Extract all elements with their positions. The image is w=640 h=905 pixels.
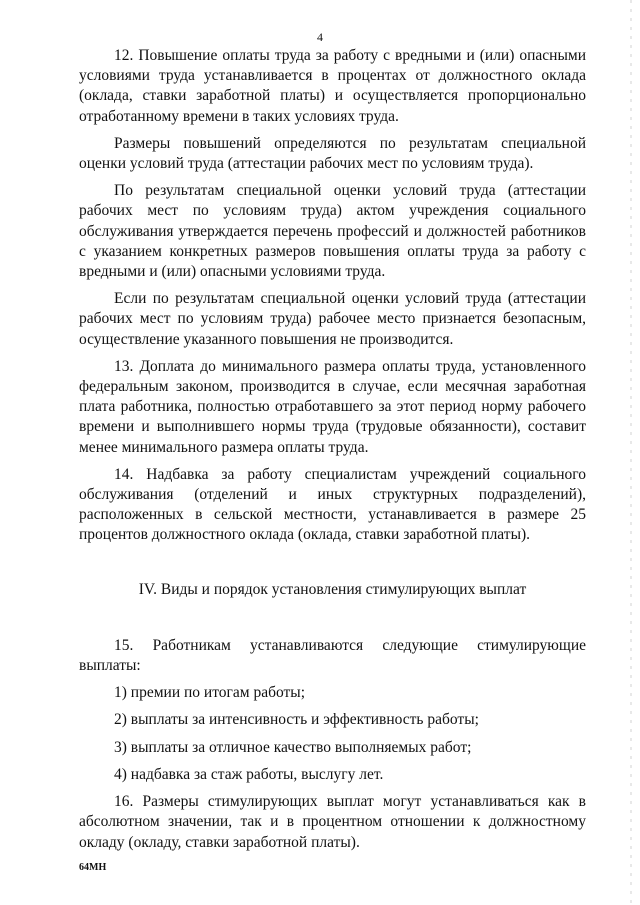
paragraph-12-sizes: Размеры повышений определяются по результатам специальной оценки условий труда (аттестации рабочих мест по условиям труда). bbox=[79, 134, 586, 173]
paragraph-12-act: По результатам специальной оценки условий труда (аттестации рабочих мест по условиям труда) актом учреждения социального обслуживания утверждается перечень профессий и должностей работников с указанием конкретных размеров повышения оплаты труда за работу с вредными и (или) опасными условиями труда. bbox=[79, 182, 586, 281]
list-item: 3) выплаты за отличное качество выполняемых работ; bbox=[114, 738, 472, 756]
paragraph-12: 12. Повышение оплаты труда за работу с вредными и (или) опасными условиями труда устанавливается в процентах от должностного оклада (оклада, ставки заработной платы) и осуществляется пропорционально отработанному времени в таких условиях труда. bbox=[79, 47, 586, 125]
paragraph-14: 14. Надбавка за работу специалистам учреждений социального обслуживания (отделений и иных структурных подразделений), расположенных в сельской местности, устанавливается в размере 25 процентов должностного оклада (оклада, ставки заработной платы). bbox=[79, 465, 586, 544]
list-item: 2) выплаты за интенсивность и эффективность работы; bbox=[114, 711, 479, 729]
scan-edge-marks bbox=[630, 0, 632, 905]
section-heading: IV. Виды и порядок установления стимулирующих выплат bbox=[138, 580, 527, 598]
paragraph-13: 13. Доплата до минимального размера оплаты труда, установленного федеральным законом, производится в случае, если месячная заработная плата работника, полностью отработавшего за этот период норму рабочего времени и выполнившего нормы труда (трудовые обязанности), составит менее минимального размера оплаты труда. bbox=[79, 357, 586, 456]
footer-code: 64МН bbox=[79, 862, 107, 873]
paragraph-15: 15. Работникам устанавливаются следующие стимулирующие выплаты: bbox=[79, 636, 586, 675]
paragraph-16: 16. Размеры стимулирующих выплат могут устанавливаться как в абсолютном значении, так и в процентном отношении к должностному окладу (окладу, ставки заработной платы). bbox=[79, 793, 586, 851]
page-number: 4 bbox=[317, 30, 323, 44]
list-item: 4) надбавка за стаж работы, выслугу лет. bbox=[114, 765, 384, 783]
paragraph-12-safe: Если по результатам специальной оценки условий труда (аттестации рабочих мест по условиям труда) рабочее место признается безопасным, осуществление указанного повышения не производится. bbox=[79, 290, 586, 348]
document-body bbox=[79, 46, 586, 860]
list-item: 1) премии по итогам работы; bbox=[114, 684, 305, 702]
